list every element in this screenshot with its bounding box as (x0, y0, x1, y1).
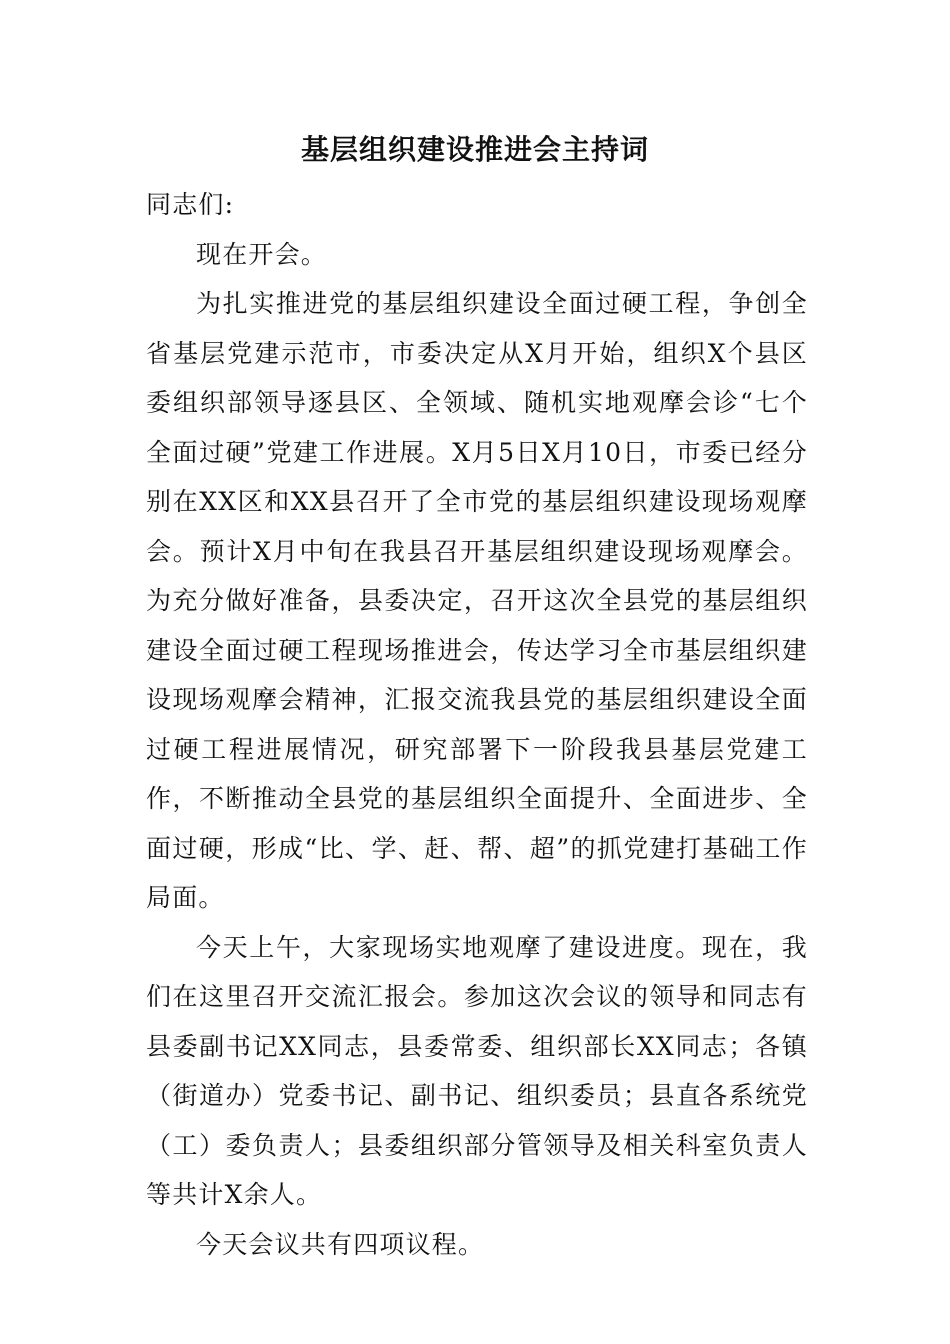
greeting: 同志们: (146, 190, 235, 219)
paragraph-background: 为扎实推进党的基层组织建设全面过硬工程，争创全省基层党建示范市，市委决定从X月开始，组织X个县区委组织部领导逐县区、全领域、随机实地观摩会诊“七个全面过硬”党建工作进展。X月5日X月10日，市委已经分别在XX区和XX县召开了全市党的基层组织建设现场观摩会。预计X月中旬在我县召开基层组织建设现场观摩会。为充分做好准备，县委决定，召开这次全县党的基层组织建设全面过硬工程现场推进会，传达学习全市基层组织建设现场观摩会精神，汇报交流我县党的基层组织建设全面过硬工程进展情况，研究部署下一阶段我县基层党建工作，不断推动全县党的基层组织全面提升、全面进步、全面过硬，形成“比、学、赶、帮、超”的抓党建打基础工作局面。 (146, 289, 808, 912)
paragraph-opening: 现在开会。 (196, 239, 328, 269)
document-body (146, 180, 808, 1269)
paragraph-agenda: 今天会议共有四项议程。 (196, 1229, 485, 1259)
document-title: 基层组织建设推进会主持词 (300, 133, 649, 166)
paragraph-attendees: 今天上午，大家现场实地观摩了建设进度。现在，我们在这里召开交流汇报会。参加这次会议的领导和同志有县委副书记XX同志，县委常委、组织部长XX同志；各镇（街道办）党委书记、副书记、组织委员；县直各系统党（工）委负责人；县委组织部分管领导及相关科室负责人等共计X余人。 (146, 932, 808, 1209)
